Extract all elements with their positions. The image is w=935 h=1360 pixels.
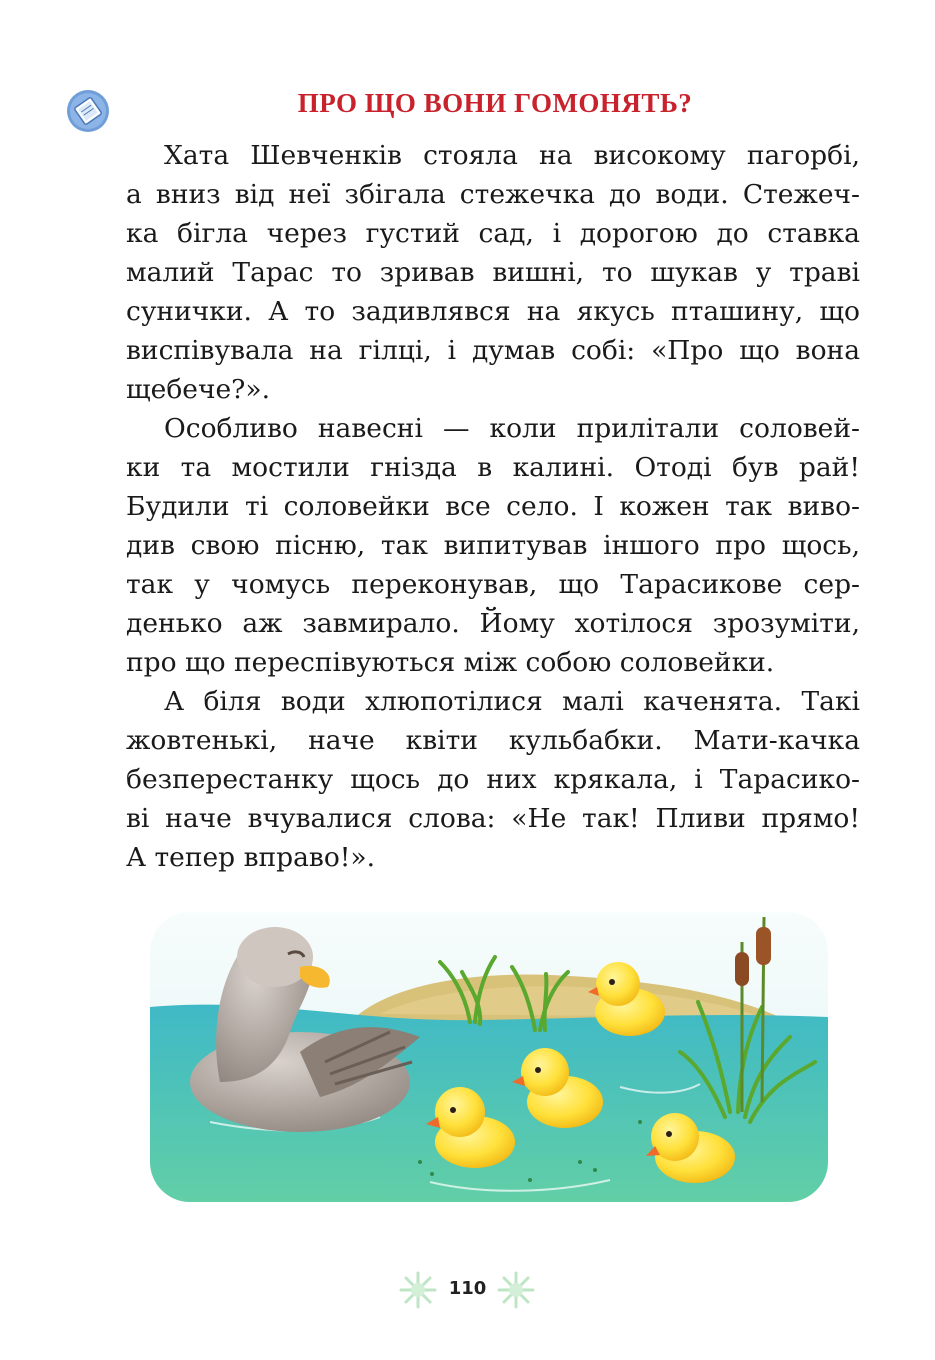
text-line: Хата Шевченків стояла на високому пагорбі, (164, 140, 860, 171)
text-line: Особливо навесні — коли прилітали соловей- (164, 413, 860, 444)
text-line: ки та мостили гнізда в калині. Отоді був рай! (126, 452, 860, 483)
text-line: а вниз від неї збігала стежечка до води. Стежеч- (126, 179, 860, 210)
page-footer (0, 1270, 935, 1310)
text-line: сунички. А то задивлявся на якусь пташину, що (126, 296, 860, 327)
text-line: А біля води хлюпотілися малі каченята. Такі (164, 686, 860, 717)
page-title: ПРО ЩО ВОНИ ГОМОНЯТЬ? (297, 88, 693, 118)
text-line: виспівувала на гілці, і думав собі: «Про що вона (126, 335, 860, 366)
text-line: Будили ті соловейки все село. І кожен так виво- (126, 491, 860, 522)
text-line: ві наче вчувалися слова: «Не так! Пливи прямо! (126, 803, 860, 834)
text-line: безперестанку щось до них крякала, і Тарасико- (126, 764, 860, 795)
duck-pond-illustration (150, 912, 828, 1202)
paragraph-1 (126, 136, 860, 409)
page-number: 110 (448, 1278, 487, 1299)
book-icon (66, 89, 110, 133)
paragraph-2 (126, 409, 860, 682)
story-text (126, 136, 860, 877)
text-line: див свою пісню, так випитував іншого про щось, (126, 530, 860, 561)
paragraph-3 (126, 682, 860, 877)
text-line: А тепер вправо!». (126, 842, 376, 873)
text-line: малий Тарас то зривав вишні, то шукав у траві (126, 257, 860, 288)
text-line: жовтенькі, наче квіти кульбабки. Мати-качка (126, 725, 860, 756)
text-line: так у чомусь переконував, що Тарасикове сер- (126, 569, 860, 600)
text-line: ка бігла через густий сад, і дорогою до ставка (126, 218, 860, 249)
snowflake-ornament-icon (496, 1270, 536, 1310)
text-line: денько аж завмирало. Йому хотілося зрозуміти, (126, 608, 860, 639)
text-line: про що переспівуються між собою соловейки. (126, 647, 775, 678)
text-line: щебече?». (126, 374, 271, 405)
